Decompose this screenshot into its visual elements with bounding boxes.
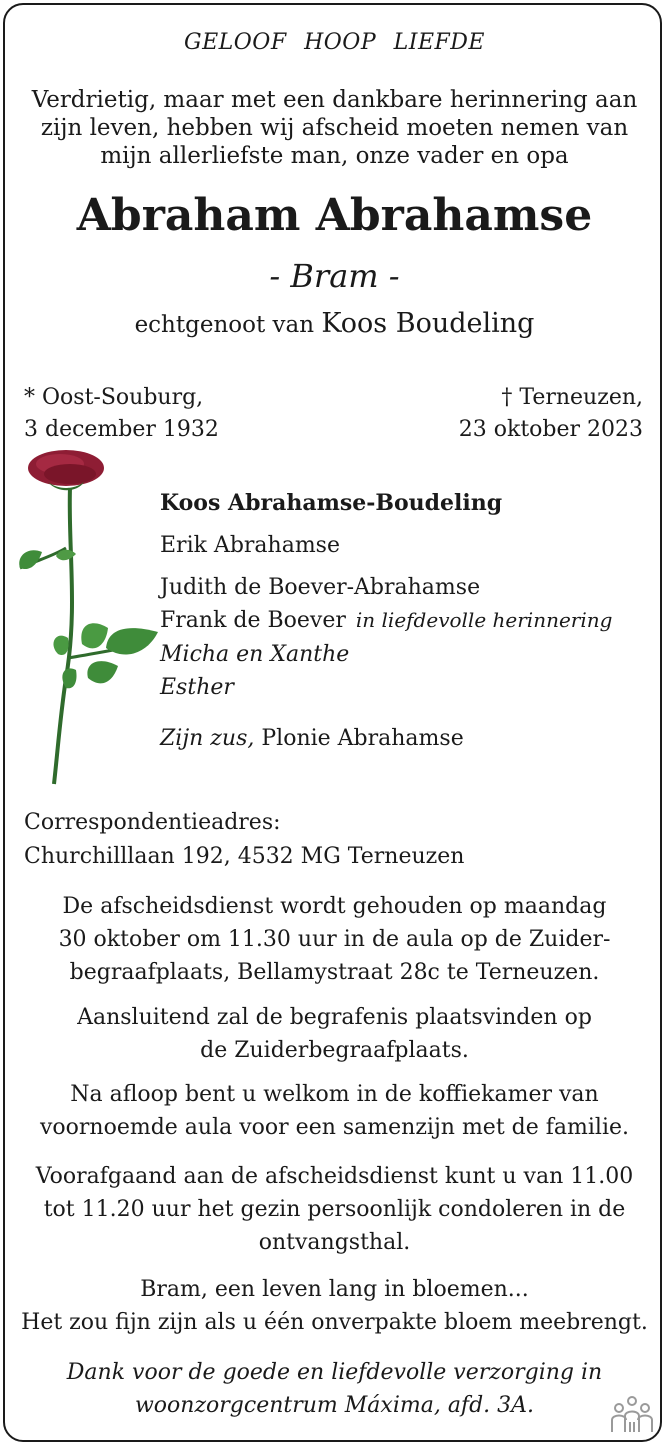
intro-line: zijn leven, hebben wij afscheid moeten nemen van	[40, 115, 629, 141]
death-place: † Terneuzen,	[501, 385, 643, 410]
coffee-line: voornoemde aula voor een samenzijn met de familie.	[39, 1115, 629, 1140]
birth-place: * Oost-Souburg,	[24, 385, 204, 410]
flowers-paragraph	[0, 1273, 669, 1339]
deceased-name: Abraham Abrahamse	[76, 190, 593, 241]
rose-leaf	[87, 661, 118, 683]
birth-info	[24, 382, 219, 446]
correspondence-address: Churchilllaan 192, 4532 MG Terneuzen	[24, 844, 465, 869]
death-info	[459, 382, 643, 446]
condolence-paragraph	[0, 1160, 669, 1259]
intro-line: mijn allerliefste man, onze vader en opa	[100, 143, 569, 169]
family-spouse: Koos Abrahamse-Boudeling	[160, 490, 503, 516]
intro-text	[0, 86, 669, 170]
family-son: Erik Abrahamse	[160, 533, 340, 558]
rose-image	[8, 448, 168, 788]
service-line: 30 oktober om 11.30 uur in de aula op de Zuider-	[58, 927, 611, 952]
condolence-line: Voorafgaand aan de afscheidsdienst kunt u van 11.00	[35, 1164, 634, 1189]
sister-name: Plonie Abrahamse	[261, 726, 464, 751]
family-son-in-law: Frank de Boever	[160, 608, 346, 633]
burial-line: Aansluitend zal de begrafenis plaatsvinden op	[77, 1005, 592, 1030]
son-in-law-note: in liefdevolle herinnering	[355, 608, 613, 632]
rose-leaf	[19, 550, 42, 569]
death-date: 23 oktober 2023	[458, 417, 643, 442]
family-son-in-law-row	[160, 608, 612, 633]
coffee-line: Na afloop bent u welkom in de koffiekamer van	[70, 1082, 599, 1107]
rose-leaf	[62, 668, 76, 688]
burial-paragraph	[0, 1001, 669, 1067]
rose-petal	[44, 464, 96, 484]
family-grandchildren: Micha en Xanthe	[160, 642, 350, 667]
service-line: begraafplaats, Bellamystraat 28c te Terneuzen.	[69, 960, 600, 985]
family-group-icon	[608, 1394, 656, 1434]
birth-date: 3 december 1932	[24, 417, 219, 442]
sister-prefix: Zijn zus,	[160, 726, 255, 751]
condolence-line: ontvangsthal.	[258, 1230, 411, 1255]
deceased-nickname: - Bram -	[269, 257, 400, 295]
family-daughter: Judith de Boever-Abrahamse	[160, 575, 481, 600]
thanks-paragraph	[0, 1356, 669, 1422]
condolence-line: tot 11.20 uur het gezin persoonlijk condoleren in de	[43, 1197, 626, 1222]
motto: GELOOF HOOP LIEFDE	[184, 30, 485, 55]
correspondence-label: Correspondentieadres:	[24, 810, 281, 835]
family-grandchild: Esther	[160, 675, 234, 700]
burial-line: de Zuiderbegraafplaats.	[200, 1038, 469, 1063]
thanks-line: Dank voor de goede en liefdevolle verzorging in	[66, 1360, 603, 1385]
rose-leaf	[106, 628, 158, 654]
service-line: De afscheidsdienst wordt gehouden op maandag	[62, 894, 607, 919]
flowers-line: Het zou fijn zijn als u één onverpakte bloem meebrengt.	[21, 1310, 648, 1335]
rose-leaf	[53, 636, 68, 655]
correspondence	[24, 806, 464, 874]
spouse-name: Koos Boudeling	[321, 308, 535, 339]
thanks-line: woonzorgcentrum Máxima, afd. 3A.	[134, 1393, 535, 1418]
service-paragraph	[0, 890, 669, 989]
intro-line: Verdrietig, maar met een dankbare herinnering aan	[31, 87, 638, 113]
coffee-paragraph	[0, 1078, 669, 1144]
flowers-line: Bram, een leven lang in bloemen...	[140, 1277, 529, 1302]
rose-leaf	[81, 623, 108, 648]
spouse-prefix: echtgenoot van	[134, 312, 315, 338]
spouse-line	[0, 308, 669, 339]
family-sister-row	[160, 726, 464, 751]
